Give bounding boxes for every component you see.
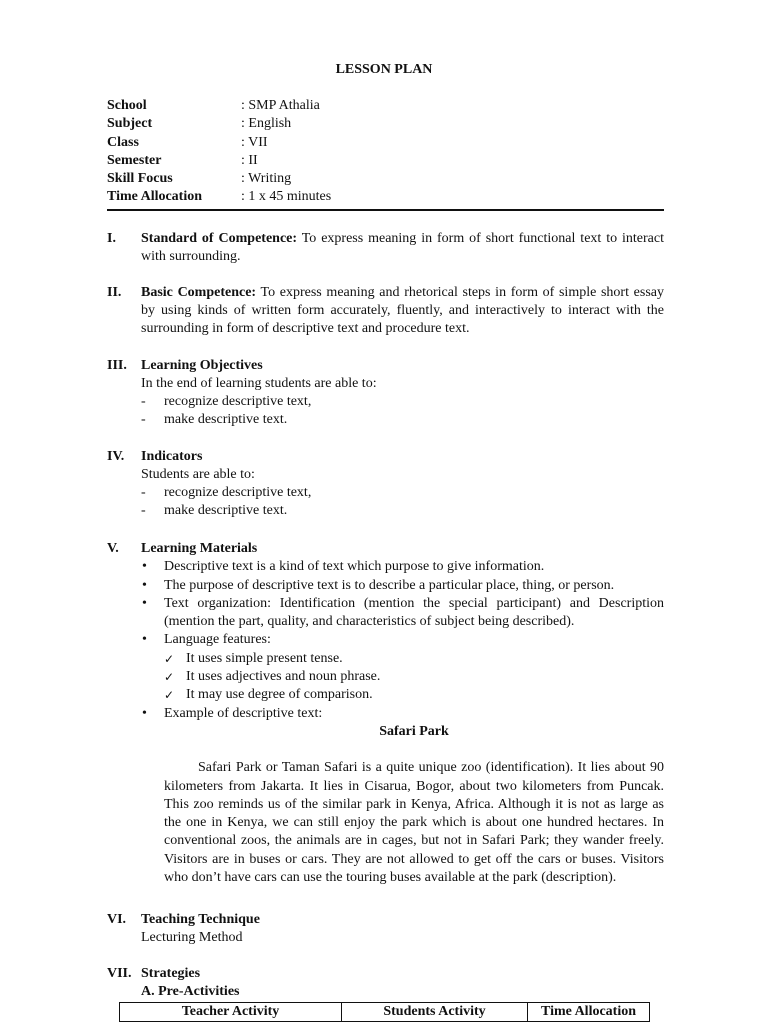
meta-key: Time Allocation (107, 189, 203, 205)
check-item: ✓ It uses adjectives and noun phrase. (141, 668, 664, 686)
meta-row-subject (107, 115, 331, 133)
section-heading: Learning Objectives (141, 358, 263, 373)
section-number: V. (107, 541, 119, 556)
section-body (141, 357, 664, 429)
section-heading: Teaching Technique (141, 912, 260, 927)
document-title: LESSON PLAN (335, 62, 433, 77)
meta-value: : VII (241, 134, 268, 150)
section-heading: Indicators (141, 449, 203, 464)
section-heading: Strategies (141, 966, 201, 981)
section-text: To express meaning in form of short functional text to interact with surrounding. (141, 231, 664, 264)
section-intro: Students are able to: (141, 467, 255, 482)
section-text: Lecturing Method (141, 930, 243, 945)
example-paragraph: Safari Park or Taman Safari is a quite unique zoo (identification). It lies about 90 kilometers from Jakarta. It lies in Cisarua, Bogor, about two kilometers from Puncak. This zoo reminds us of the similar park in Kenya, Africa. Although it is not as large as the one in Kenya, we can still enjoy the park which is about one hundred hectares. In conventional zoos, the animals are in cages, but not in Safari Park; they wander freely. Visitors are in buses or cars. They are not allowed to get off the cars or buses. Visitors who don’t have cars can use the touring buses available at the park (description). (164, 760, 664, 886)
meta-row-time-allocation (107, 188, 331, 206)
spacer (141, 741, 664, 759)
column-header-time-allocation: Time Allocation (528, 1003, 650, 1022)
section-learning-materials (107, 540, 664, 887)
section-text: To express meaning and rhetorical steps in form of simple short essay by using kinds of written form accurately, fluently, and interactively to interact with the surrounding in form of descriptive text and procedure text. (141, 285, 664, 336)
section-body (141, 911, 664, 947)
section-body (141, 284, 664, 338)
meta-key: Class (107, 134, 139, 150)
section-number: II. (107, 285, 122, 300)
meta-key: Skill Focus (107, 171, 173, 187)
bullet-item: • Descriptive text is a kind of text which purpose to give information. (141, 558, 664, 576)
section-intro: In the end of learning students are able to: (141, 376, 377, 391)
meta-value: : 1 x 45 minutes (241, 189, 332, 205)
meta-row-semester (107, 152, 331, 170)
section-body (141, 448, 664, 520)
section-body (141, 965, 664, 1001)
meta-key: Subject (107, 116, 153, 132)
header-divider (107, 209, 664, 211)
list-item: - make descriptive text. (141, 411, 664, 429)
meta-row-school (107, 97, 331, 115)
list-item: - recognize descriptive text, (141, 393, 664, 411)
list-item: - make descriptive text. (141, 502, 664, 520)
bullet-item: • Text organization: Identification (mention the special participant) and Description (mention the part, quality, and characteristics of subject being described). (141, 595, 664, 632)
meta-value: : SMP Athalia (241, 98, 320, 113)
column-header-students-activity: Students Activity (342, 1003, 528, 1022)
bullet-item: • Example of descriptive text: (141, 705, 664, 723)
section-number: VII. (107, 966, 132, 981)
table-header-row (120, 1003, 650, 1022)
section-number: VI. (107, 912, 127, 927)
section-teaching-technique (107, 911, 664, 947)
section-body (141, 230, 664, 266)
meta-row-class (107, 134, 331, 152)
meta-value: : Writing (241, 171, 292, 187)
column-header-teacher-activity: Teacher Activity (120, 1003, 342, 1022)
section-standard-of-competence (107, 230, 664, 266)
section-strategies (107, 965, 664, 1001)
section-heading: Learning Materials (141, 541, 258, 556)
section-body (141, 540, 664, 887)
section-basic-competence (107, 284, 664, 338)
list-item: - recognize descriptive text, (141, 484, 664, 502)
meta-key: School (107, 98, 147, 113)
section-number: III. (107, 358, 127, 373)
bullet-item: • Language features: (141, 631, 664, 649)
subsection-heading: A. Pre-Activities (141, 984, 240, 999)
section-indicators (107, 448, 664, 520)
check-item: ✓ It uses simple present tense. (141, 650, 664, 668)
bullet-item: • The purpose of descriptive text is to describe a particular place, thing, or person. (141, 577, 664, 595)
section-label: Standard of Competence: (141, 231, 298, 246)
meta-key: Semester (107, 152, 162, 168)
section-label: Basic Competence: (141, 285, 257, 300)
section-number: I. (107, 231, 116, 246)
meta-row-skill-focus (107, 170, 331, 188)
meta-value: : English (241, 116, 292, 132)
section-number: IV. (107, 449, 125, 464)
lesson-meta (107, 97, 331, 207)
activity-table (119, 1002, 650, 1022)
section-learning-objectives (107, 357, 664, 429)
check-item: ✓ It may use degree of comparison. (141, 686, 664, 704)
example-title: Safari Park (379, 723, 449, 739)
meta-value: : II (241, 152, 258, 168)
